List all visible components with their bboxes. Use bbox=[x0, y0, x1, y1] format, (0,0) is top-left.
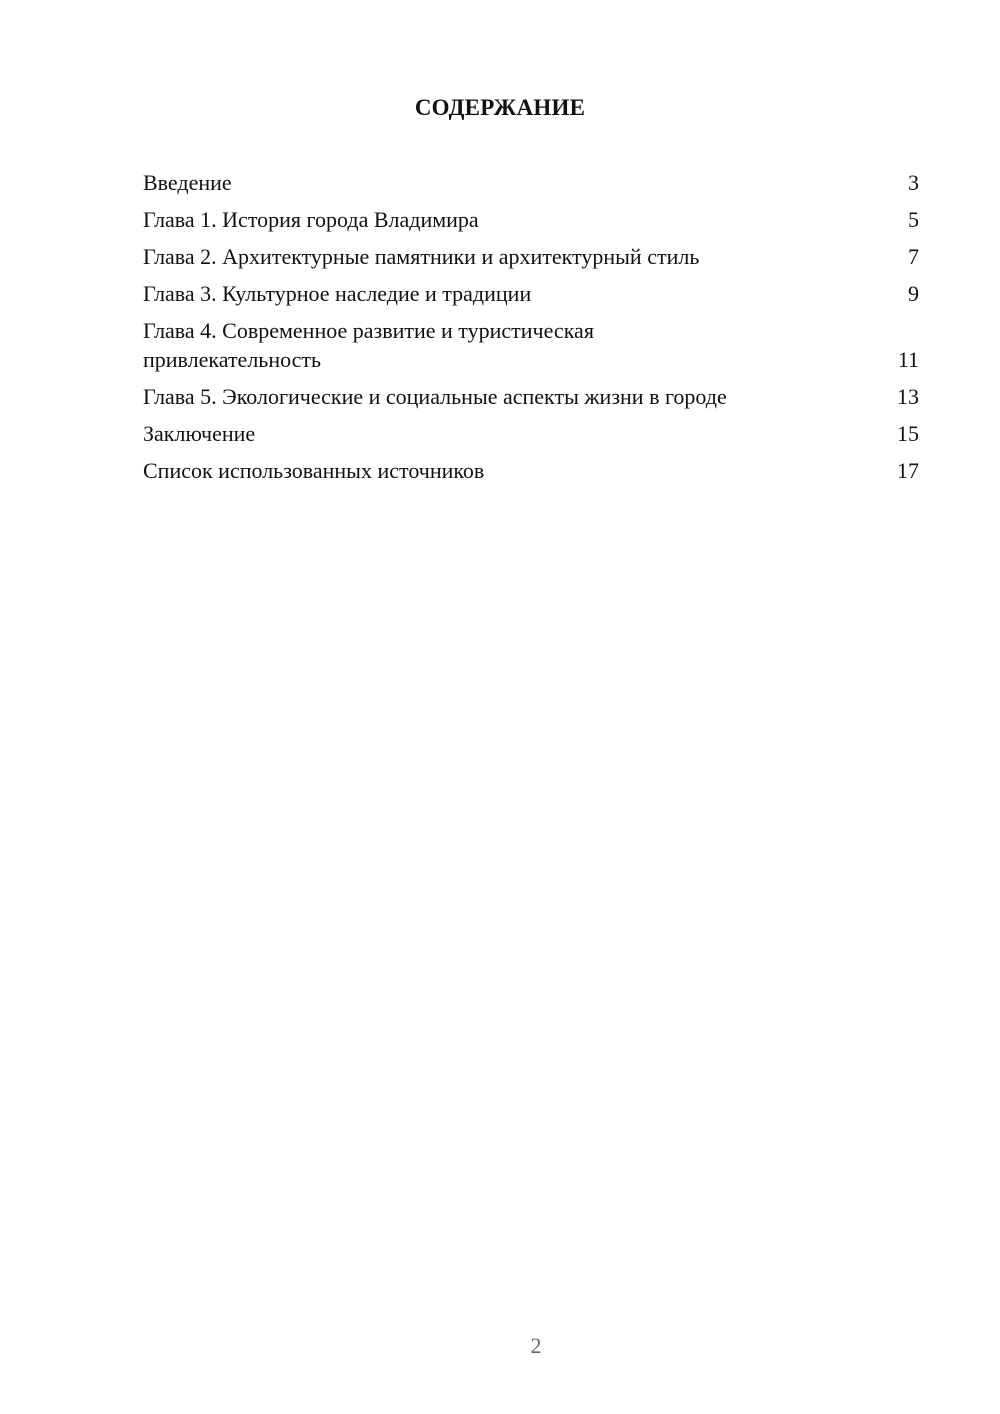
toc-entry bbox=[143, 419, 919, 448]
toc-entry-text: Список использованных источников bbox=[143, 458, 485, 483]
toc-entry-text: Глава 5. Экологические и социальные аспекты жизни в городе bbox=[143, 384, 727, 409]
toc-entry-page: 15 bbox=[897, 421, 919, 446]
toc-entry bbox=[143, 205, 919, 234]
toc-entry-page: 9 bbox=[908, 281, 919, 306]
toc-entry-page: 3 bbox=[908, 170, 919, 195]
toc-entry-multiline bbox=[143, 316, 919, 374]
toc-entry-page: 7 bbox=[908, 244, 919, 269]
toc-title: СОДЕРЖАНИЕ bbox=[414, 95, 586, 120]
toc-entry-line-1: Глава 4. Современное развитие и туристическая bbox=[143, 318, 594, 343]
toc-entry-line-2: привлекательность bbox=[143, 347, 322, 372]
toc-entry bbox=[143, 168, 919, 197]
toc-entry bbox=[143, 279, 919, 308]
toc-entry-text: Глава 2. Архитектурные памятники и архитектурный стиль bbox=[143, 244, 700, 269]
toc-entry-text bbox=[143, 316, 895, 374]
toc-entry-text: Глава 1. История города Владимира bbox=[143, 207, 479, 232]
toc-entry bbox=[143, 382, 919, 411]
toc-entry-text: Глава 3. Культурное наследие и традиции bbox=[143, 281, 532, 306]
toc-entry-page: 5 bbox=[908, 207, 919, 232]
toc-entry-page: 13 bbox=[897, 384, 919, 409]
page-number: 2 bbox=[530, 1333, 542, 1358]
toc-entry-text: Введение bbox=[143, 170, 232, 195]
toc-entry-text: Заключение bbox=[143, 421, 256, 446]
toc-entry-page: 11 bbox=[897, 347, 919, 372]
table-of-contents bbox=[143, 168, 919, 485]
toc-entry bbox=[143, 242, 919, 271]
toc-entry bbox=[143, 456, 919, 485]
toc-entry-page: 17 bbox=[897, 458, 919, 483]
